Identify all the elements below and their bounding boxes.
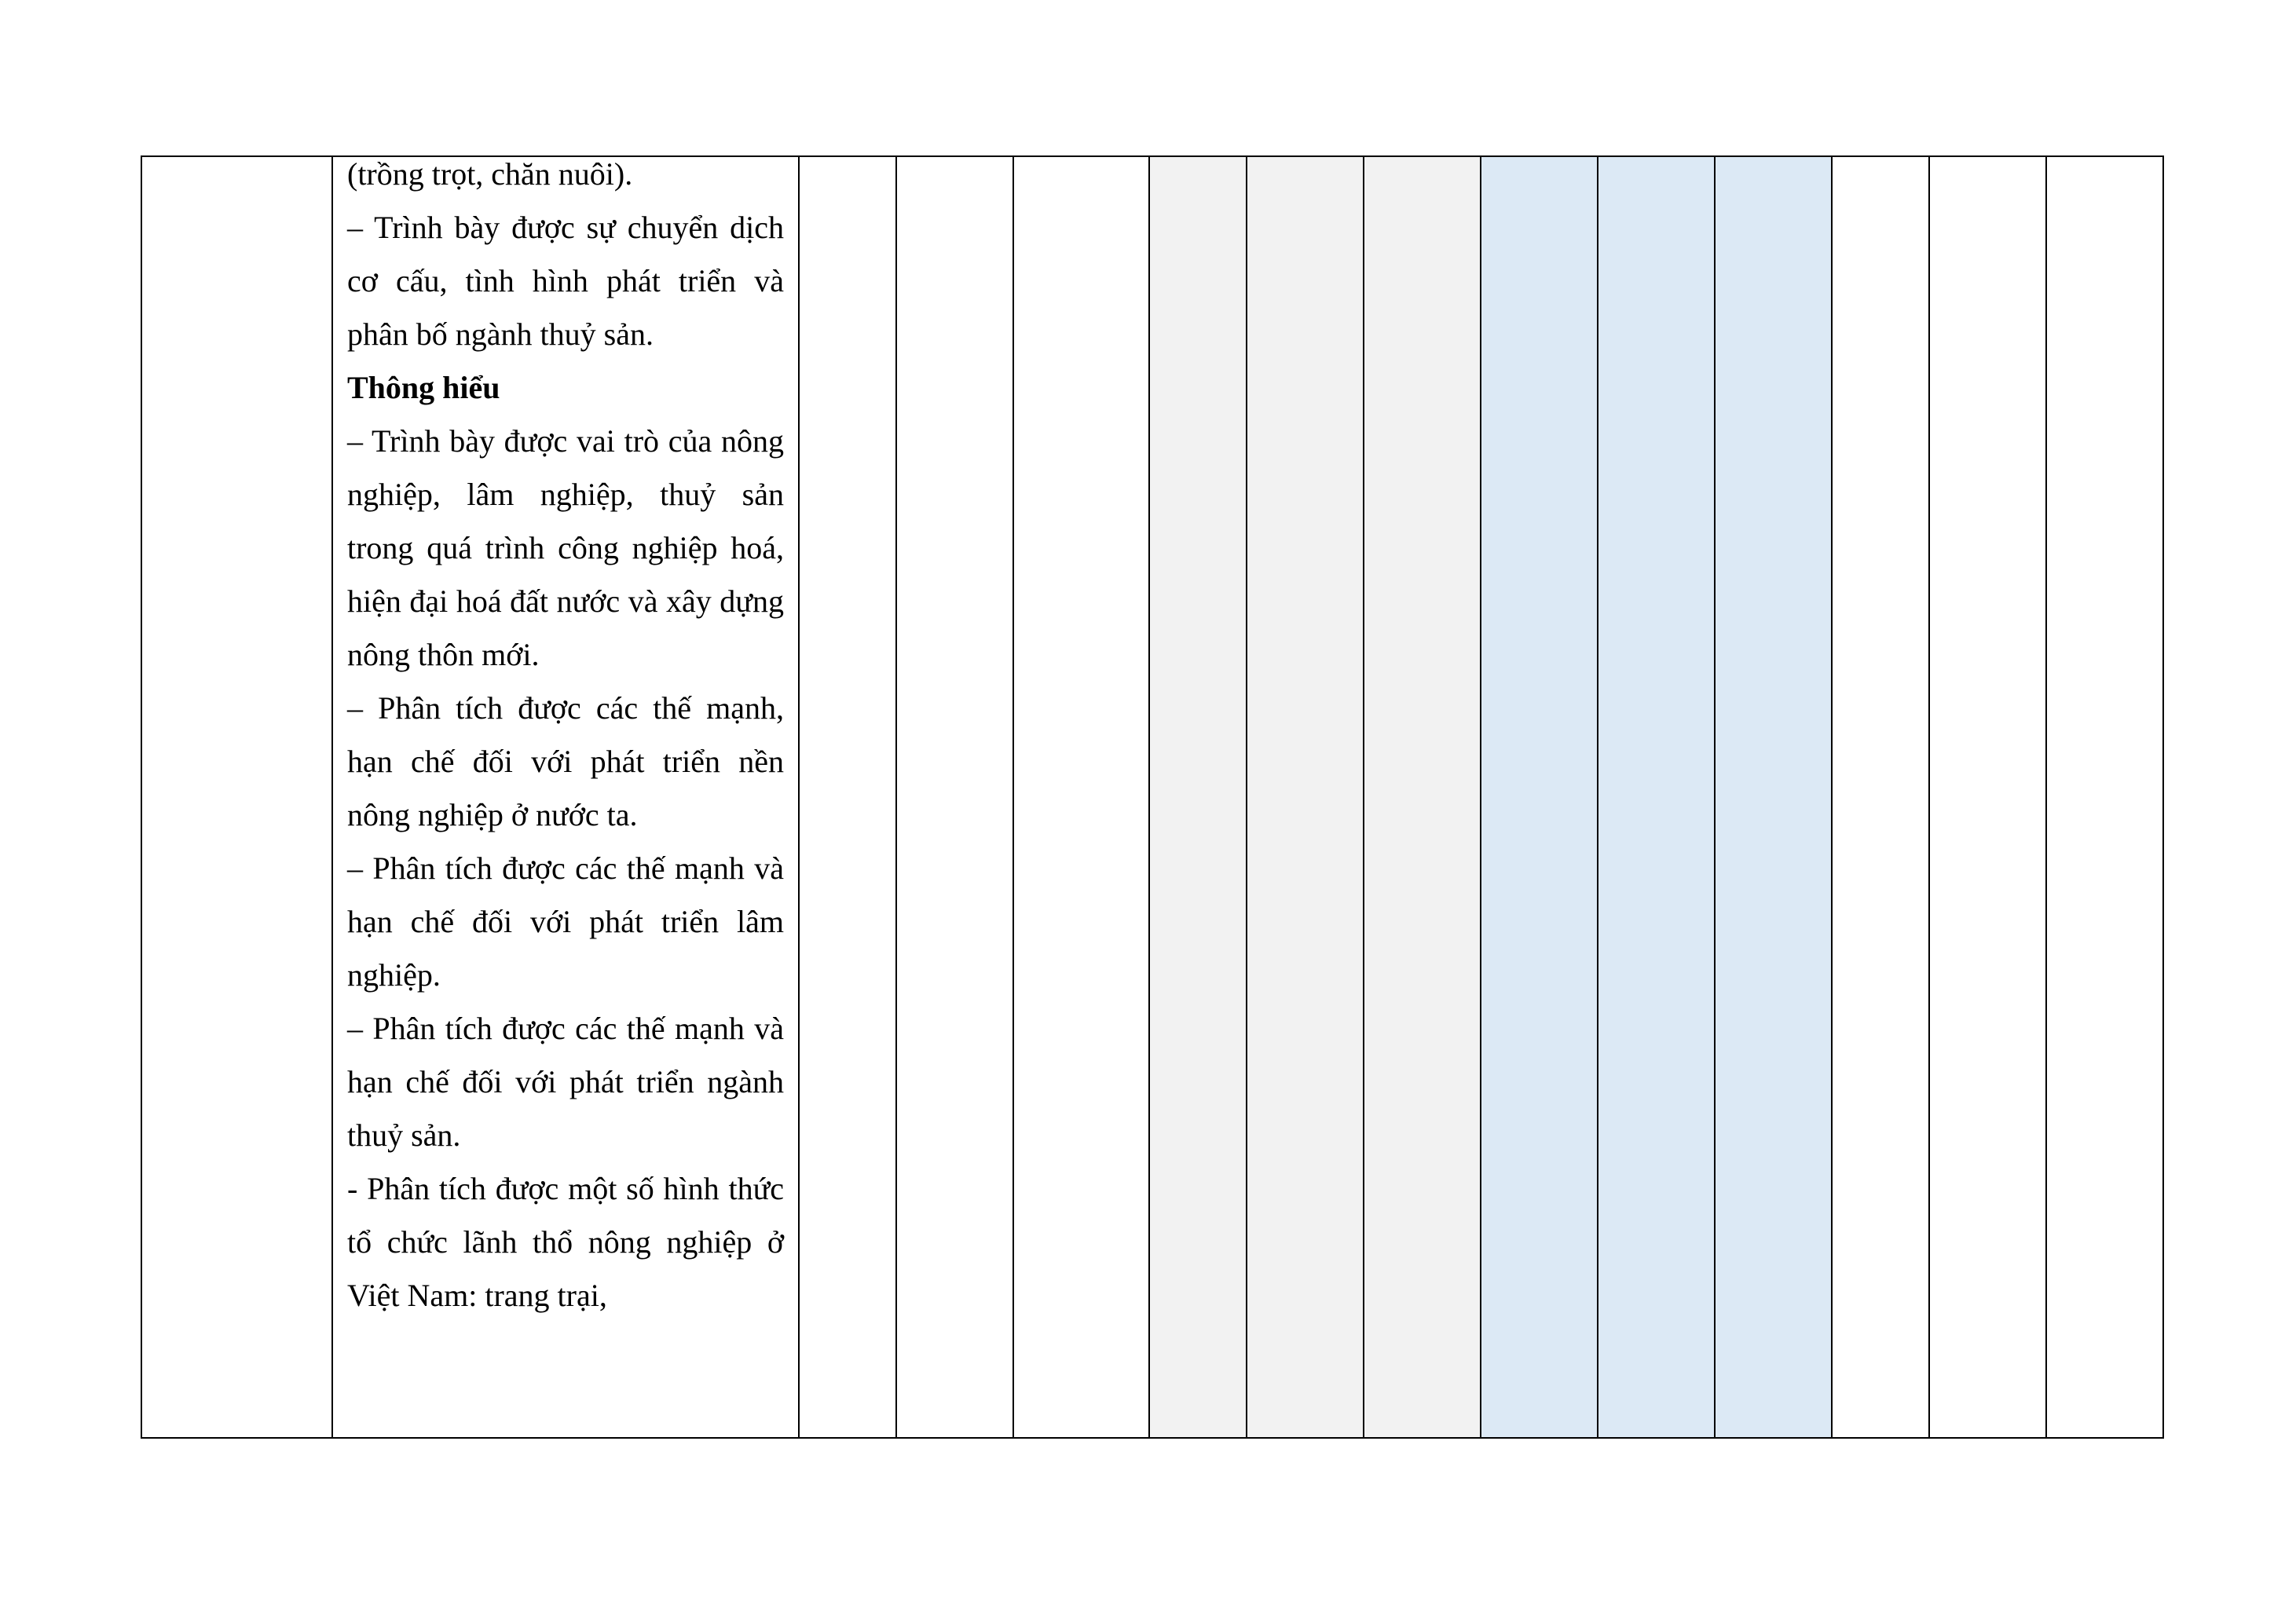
requirement-line: – Phân tích được các thế mạnh và hạn chế đối với phát triển lâm nghiệp. [347,850,784,993]
count-cell-blue [1715,156,1832,1438]
topic-cell [141,156,332,1438]
count-cell-gray [1364,156,1481,1438]
requirement-line: (trồng trọt, chăn nuôi). [347,156,633,192]
requirement-line: – Trình bày được vai trò của nông nghiệp, lâm nghiệp, thuỷ sản trong quá trình công nghiệp hoá, hiện đại hoá đất nước và xây dựng nông thôn mới. [347,423,784,672]
count-cell-blue [1598,156,1715,1438]
assessment-matrix-table [141,155,2164,1439]
count-cell [1013,156,1149,1438]
count-cell-gray [1149,156,1247,1438]
count-cell [2046,156,2163,1438]
count-cell [799,156,896,1438]
requirement-line: - Phân tích được một số hình thức tổ chức lãnh thổ nông nghiệp ở Việt Nam: trang trại, [347,1171,784,1313]
requirements-text [347,156,784,1322]
count-cell [1832,156,1929,1438]
count-cell [1929,156,2046,1438]
count-cell-blue [1481,156,1598,1438]
count-cell-gray [1247,156,1364,1438]
requirements-cell [332,156,799,1438]
requirement-line: – Phân tích được các thế mạnh và hạn chế đối với phát triển ngành thuỷ sản. [347,1011,784,1153]
count-cell [896,156,1013,1438]
level-heading-thong-hieu: Thông hiểu [347,370,500,405]
table-row [141,156,2163,1438]
requirement-line: – Trình bày được sự chuyển dịch cơ cấu, tình hình phát triển và phân bố ngành thuỷ sản. [347,210,784,352]
requirement-line: – Phân tích được các thế mạnh, hạn chế đối với phát triển nền nông nghiệp ở nước ta. [347,690,784,832]
